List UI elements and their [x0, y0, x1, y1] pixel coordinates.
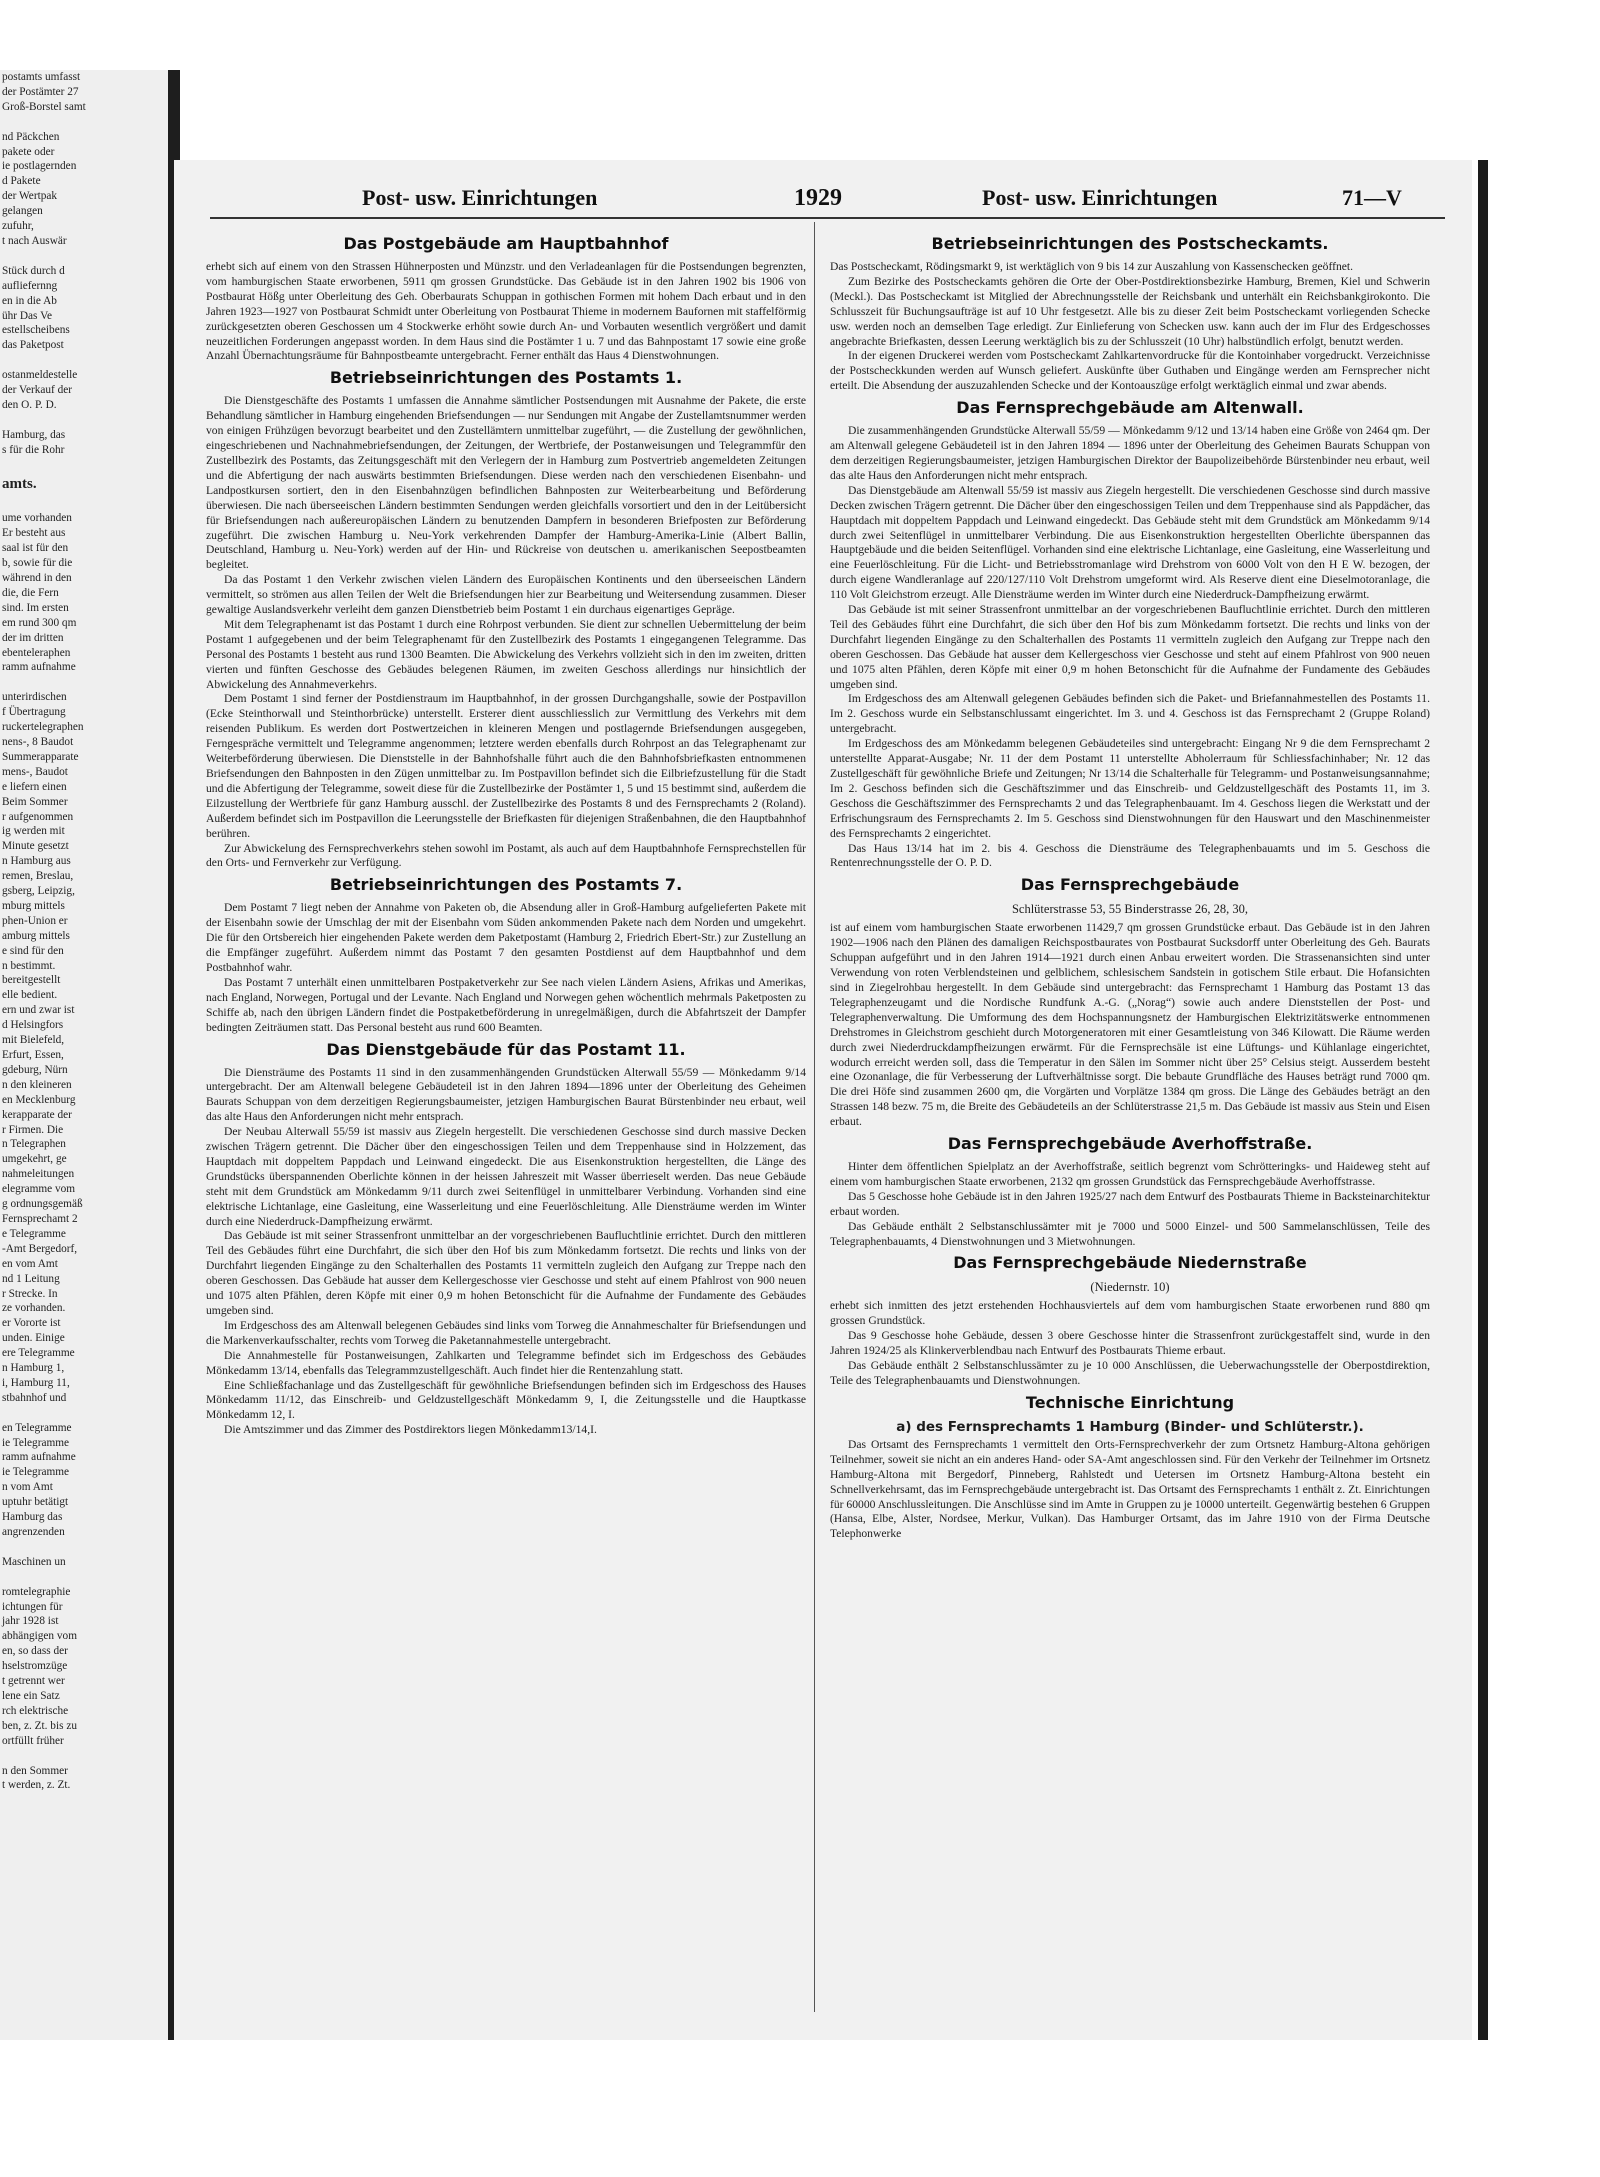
body-paragraph: Das Gebäude ist mit seiner Strassenfront unmittelbar an der vorgeschriebenen Baufluchtlinie errichtet. Durch den mittleren Teil des Gebäudes führt eine Durchfahrt, die sich über den Hof bis zum Mönkedamm fortsetzt. Die rechts und links von der Durchfahrt liegenden Eingänge zu den Schalterhallen des Postamts 11 vermitteln zugleich den Aufgang zur Treppe nach den oberen Geschossen. Das Gebäude hat ausser dem Kellergeschosse vier Geschosse und steht auf einem Pfahlrost von 900 neuen und 1075 alten Pfählen, deren Köpfe mit einer 0,9 m hohen Betonschicht für die Aufnahme der Fundamente des Gebäudes umgeben sind. [206, 1229, 806, 1317]
fragment-line: ruckertelegraphen [2, 721, 84, 734]
fragment-line: ramm aufnahme [2, 661, 76, 674]
fragment-line: lene ein Satz [2, 1689, 60, 1702]
section-subheading: (Niedernstr. 10) [1090, 1280, 1170, 1295]
fragment-line: r aufgenommen [2, 810, 74, 823]
fragment-line: Fernsprechamt 2 [2, 1212, 78, 1225]
body-paragraph: Die Amtszimmer und das Zimmer des Postdirektors liegen Mönkedamm13/14,I. [224, 1423, 597, 1437]
fragment-line: em rund 300 qm [2, 616, 77, 629]
body-paragraph: Das 5 Geschosse hohe Gebäude ist in den Jahren 1925/27 nach dem Entwurf des Postbaurats Thieme in Backsteinarchitektur erbaut worden. [830, 1189, 1430, 1218]
header-rule [210, 217, 1445, 219]
body-paragraph: Die Diensträume des Postamts 11 sind in den zusammenhängenden Grundstücken Alterwall 55/59 — Mönkedamm 9/14 untergebracht. Der am Altenwall belegene Gebäudeteil ist in den Jahren 1894—1896 unter der Oberleitung des Geheimen Baurats Schuppan von dem derzeitigen Regierungsbaumeister, jetzigen Hamburgischen Baurat Bürstenbinder neu erbaut, weil das alte Haus den Anforderungen nicht mehr entsprach. [206, 1065, 806, 1124]
fragment-line: ebenteleraphen [2, 646, 71, 659]
fragment-line [0, 675, 168, 690]
fragment-line: ostanmeldestelle [2, 369, 78, 382]
section-heading: Das Fernsprechgebäude am Altenwall. [956, 398, 1304, 418]
fragment-line: der Verkauf der [2, 384, 73, 397]
fragment-line: n Hamburg aus [2, 855, 71, 868]
body-paragraph: Da das Postamt 1 den Verkehr zwischen vielen Ländern des Europäischen Kontinents und den überseeischen Ländern vermittelt, so strömen aus allen Teilen der Welt die Briefsendungen hier zur Bearbeitung und Weitersendung zusammen. Dieser gewaltige Auslandsverkehr verleiht dem ganzen Dienstbetrieb beim Postamt 1 ein durchaus eigenartiges Gepräge. [206, 573, 806, 617]
running-year: 1929 [794, 185, 842, 211]
fragment-line [0, 413, 168, 428]
fragment-line: mit Bielefeld, [2, 1034, 65, 1047]
section-heading: Das Dienstgebäude für das Postamt 11. [326, 1039, 686, 1059]
fragment-line: n Hamburg 1, [2, 1362, 65, 1375]
fragment-line: ortfüllt früher [2, 1734, 64, 1747]
section-heading: Das Fernsprechgebäude Averhoffstraße. [947, 1134, 1313, 1154]
body-paragraph: Das 9 Geschosse hohe Gebäude, dessen 3 obere Geschosse hinter die Strassenfront zurückgestaffelt sind, wurde in den Jahren 1924/25 als Klinkerverblendbau nach Entwurf des Postbaurats Thieme erbaut. [830, 1329, 1430, 1358]
section-subheading: a) des Fernsprechamts 1 Hamburg (Binder- und Schlüterstr.). [896, 1418, 1364, 1435]
page-number: 71—V [1342, 185, 1402, 210]
fragment-line: zufuhr, [2, 220, 34, 233]
fragment-line: en in die Ab [2, 294, 57, 307]
fragment-line: ig werden mit [2, 825, 65, 838]
fragment-line: elle bedient. [2, 989, 58, 1002]
body-paragraph: erhebt sich auf einem von den Strassen Hühnerposten und Münzstr. und den Verladeanlagen für die Postsendungen begrenzten, vom hamburgischen Staate erworbenen, 5911 qm grossen Grundstücke. Das Gebäude ist in den Jahren 1902 bis 1906 von Postbaurat Hößg unter Oberleitung des Geh. Oberbaurats Schuppan in gothischen Formen mit hohem Dach erbaut und in den Jahren 1923—1927 von Postbaurat Schmidt unter Oberleitung von Postbaurat Thieme in modernem Baufornen mit staffelförmig zurückgesetzten oberen Geschossen um 4 Stockwerke erhöht sowie durch An- und Vorbauten wesentlich vergrößert und damit neuzeitlichen Forderungen angepasst worden. In dem Haus sind die Postämter 1 u. 7 und das Bahnpostamt 17 sowie eine große Anzahl Übernachtungsräume für Bahnpostbeamte untergebracht. Ferner enthält das Haus 4 Dienstwohnungen. [206, 260, 806, 363]
fragment-line: Beim Sommer [2, 795, 68, 808]
fragment-line: nahmeleitungen [2, 1168, 75, 1181]
section-heading: Das Fernsprechgebäude [1020, 875, 1240, 895]
body-paragraph: Das Postscheckamt, Rödingsmarkt 9, ist werktäglich von 9 bis 14 zur Auszahlung von Kassenschecken geöffnet. [830, 260, 1354, 273]
fragment-line: r Firmen. Die [2, 1123, 64, 1136]
fragment-line: ume vorhanden [2, 512, 72, 525]
fragment-line [0, 1406, 168, 1421]
body-paragraph: Das Ortsamt des Fernsprechamts 1 vermittelt den Orts-Fernsprechverkehr der zum Ortsnetz Hamburg-Altona gehörigen Teilnehmer, soweit sie nicht an ein anderes Hand- oder SA-Amt angeschlossen sind. Für den Verkehr der Teilnehmer im Ortsnetz Hamburg-Altona mit Bergedorf, Pinneberg, Rahlstedt und Uetersen im Ortsnetz Hamburg-Altona besteht ein Schnellverkehrsamt, das im Fernsprechgebäude untergebracht ist. Das Ortsamt des Fernsprechamts 1 enthält z. Zt. Einrichtungen für 60000 Anschlussleitungen. Die Anschlüsse sind im Amte in Gruppen zu je 10000 unterteilt. Gegenwärtig bestehen 6 Gruppen (Hansa, Elbe, Alster, Nordsee, Merkur, Vulkan). Das Hamburger Ortsamt, das im Jahre 1910 von der Firma Deutsche Telephonwerke [830, 1437, 1430, 1541]
body-paragraph: Hinter dem öffentlichen Spielplatz an der Averhoffstraße, seitlich begrenzt vom Schrötteringks- und Haideweg steht auf einem vom hamburgischen Staate erworbenen, 2132 qm grossen Grundstück das Fernsprechgebäude Averhoffstrasse. [830, 1160, 1430, 1188]
fragment-line: unterirdischen [2, 691, 67, 704]
fragment-line: n Telegraphen [2, 1138, 66, 1151]
section-heading: Betriebseinrichtungen des Postscheckamts. [931, 234, 1329, 253]
fragment-line: mburg mittels [2, 899, 65, 912]
body-paragraph: Eine Schließfachanlage und das Zustellgeschäft für gewöhnliche Briefsendungen befinden sich im Erdgeschoss des Hauses Mönkedamm 11/12, das Einschreib- und Geldzustellgeschäft Mönkedamm 9, I, die Zeitungsstelle und die Hauptkasse Mönkedamm 12, I. [206, 1378, 806, 1422]
fragment-line: s für die Rohr [2, 443, 65, 456]
fragment-line: d Pakete [2, 175, 41, 188]
body-paragraph: Das Gebäude enthält 2 Selbstanschlussämter mit je 7000 und 5000 Einzel- und 500 Sammelanschlüssen, Teile des Telegraphenbauamts, 4 Dienstwohnungen und 3 Mietwohnungen. [830, 1219, 1430, 1248]
fragment-line: ern und zwar ist [2, 1004, 75, 1017]
fragment-line: e Telegramme [2, 1227, 66, 1240]
fragment-line: jahr 1928 ist [2, 1615, 59, 1628]
body-paragraph: In der eigenen Druckerei werden vom Postscheckamt Zahlkartenvordrucke für die Kontoinhaber vorgedruckt. Verzeichnisse der Postscheckkunden werden auf Wunsch geliefert. Auskünfte über Guthaben und Eingänge werden am Fernsprecher nicht erteilt. Die Absendung der auszuzahlenden Schecke und der Kontoauszüge erfolgt werktäglich einmal und zwar abends. [830, 349, 1430, 393]
body-paragraph: Das Haus 13/14 hat im 2. bis 4. Geschoss die Diensträume des Telegraphenbauamts und im 5. Geschoss die Rentenrechnungsstelle der O. P. D. [830, 841, 1430, 870]
fragment-line: gelangen [2, 205, 43, 218]
fragment-line: Maschinen un [2, 1555, 66, 1568]
fragment-line: pakete oder [2, 145, 55, 158]
body-paragraph: Dem Postamt 7 liegt neben der Annahme von Paketen ob, die Absendung aller in Groß-Hamburg aufgelieferten Pakete mit der Eisenbahn sowie der Umschlag der mit der Eisenbahn vom Süden ankommenden Pakete nach dem Norden und umgekehrt. Die für den Ortsbereich hier eingehenden Pakete werden dem Paketpostamt (Hamburg 2, Friedrich Ebert-Str.) zur Zustellung an die Empfänger zugeführt. Außerdem nimmt das Postamt 7 den gesamten Postdienst auf dem Hauptbahnhof und dem Postbahnhof wahr. [206, 901, 806, 974]
fragment-line: -Amt Bergedorf, [2, 1242, 78, 1255]
fragment-line: en Mecklenburg [2, 1093, 76, 1106]
body-paragraph: Die Annahmestelle für Postanweisungen, Zahlkarten und Telegramme befindet sich im Erdgeschoss des Gebäudes Mönkedamm 13/14, ebenfalls das Telegrammzustellgeschäft. Auch findet hier die Rentenzahlung statt. [206, 1348, 806, 1377]
fragment-line: Hamburg das [2, 1511, 63, 1524]
fragment-line: das Paketpost [2, 339, 64, 352]
fragment-line: Er besteht aus [2, 527, 66, 540]
fragment-line: stbahnhof und [2, 1391, 67, 1404]
page-edge-frame [1478, 160, 1488, 2040]
fragment-line: t getrennt wer [2, 1675, 65, 1688]
fragment-line: b, sowie für die [2, 557, 73, 570]
body-paragraph: Dem Postamt 1 sind ferner der Postdienstraum im Hauptbahnhof, in der grossen Durchgangshalle, sowie der Postpavillon (Ecke Steinthorwall und Steinthorbrücke) unterstellt. Ersterer dient ausschliesslich zur Vermittlung des Verkehrs mit dem reisenden Publikum. Es werden dort Postwertzeichen in kleineren Mengen und postlagernde Briefsendungen ausgegeben, Ferngespräche vermittelt und Telegramme angenommen; letztere werden ebenfalls durch Rohrpost an das Telegraphenamt zur Weiterbeförderung überwiesen. Die Dienststelle in der Bahnhofshalle führt auch die den Bahnhofsbriefkasten entnommenen Briefsendungen den Bahnposten in den Zügen unmittelbar zu. Im Postpavillon befindet sich die Eilbriefzustellung für die Stadt und die Abfertigung der Telegramme, soweit diese für die Zustellbezirke der Postämter 1, 5 und 15 bestimmt sind, außerdem die Eilzustellung der Wertbriefe für ganz Hamburg ausschl. der Zustellbezirke des Postamts 8 und des Fernsprechamts 2 (Roland). Außerdem befindet sich im Postpavillon die Leerungsstelle der Briefkasten für diejenigen Straßenbahnen, die den Hauptbahnhof berühren. [206, 692, 806, 840]
fragment-line: t nach Auswär [2, 234, 67, 247]
section-heading: Betriebseinrichtungen des Postamts 1. [329, 368, 683, 388]
fragment-line: sind. Im ersten [2, 601, 69, 614]
body-paragraph: ist auf einem vom hamburgischen Staate erworbenen 11429,7 qm grossen Grundstücke erbaut. Das Gebäude ist in den Jahren 1902—1906 nach den Plänen des damaligen Reichspostbaurates von Postbaurat Sucksdorff unter Oberleitung des Geh. Baurats Schuppan aufgeführt und in den Jahren 1914—1921 durch einen Anbau erweitert worden. Die Strassenansichten sind unter Verwendung von roten Verblendsteinen und gelblichem, schlesischem Sandstein in gotischem Stile erbaut. Die Hofansichten sind in Ziegelrohbau hergestellt. In dem Gebäude sind untergebracht: das Fernsprechamt 1 Hamburg das Postamt 13 das Telegraphenzeugamt und die Nordische Rundfunk A.-G. („Norag“) sowie auch andere Dienststellen der Post- und Telegraphenverwaltung. Die Umformung des dem Hochspannungsnetz der Hamburgischen Elektrizitätswerke entnommenen Drehstromes in Gleichstrom geschieht durch Motorgeneratoren mit einer Gesamtleistung von 346 Kilowatt. Die Räume werden durch zwei Niederdruckdampfheizungen erwärmt. Für die Fernsprechsäle ist eine Lüftungs- und Kühlanlage eingerichtet, wodurch erreicht werden soll, dass die Temperatur in den Sälen im Sommer nicht über 25° Celsius steigt. Ausserdem besteht eine Ozonanlage, die für Verbesserung der Luftverhältnisse sorgt. Die bebaute Grundfläche des Hauses beträgt rund 7000 qm. Die drei Höfe sind zusammen 2600 qm, die Vorgärten und Vorplätze 1384 qm gross. Die Länge des Gebäudes beträgt an den Strassen 148 bezw. 75 m, die Breite des Gebäudeteils an der Schlüterstrasse 21,5 m. Das Gebäude ist massiv aus Stein und Eisen erbaut. [830, 921, 1430, 1129]
fragment-line: bereitgestellt [2, 974, 61, 987]
fragment-line: kerapparate der [2, 1108, 72, 1121]
fragment-line: en Telegramme [2, 1421, 72, 1434]
fragment-line: Groß-Borstel samt [2, 100, 86, 113]
fragment-line: postamts umfasst [2, 71, 81, 83]
fragment-line: amts. [2, 476, 37, 493]
fragment-line: der Postämter 27 [2, 85, 79, 98]
fragment-line: i, Hamburg 11, [2, 1376, 70, 1389]
previous-page-fragment [0, 70, 171, 2040]
body-paragraph: Das Gebäude ist mit seiner Strassenfront unmittelbar an der vorgeschriebenen Baufluchtlinie errichtet. Durch den mittleren Teil des Gebäudes führt eine Durchfahrt, die sich über den Hof bis zum Mönkedamm fortsetzt. Die rechts und links von der Durchfahrt liegenden Eingänge zu den Schalterhallen des Postamts 11 vermitteln zugleich den Aufgang zur Treppe nach den oberen Geschossen. Das Gebäude hat ausser dem Kellergeschoss vier Geschosse und steht auf einem Pfahlrost von 900 neuen und 1075 alten Pfählen, deren Köpfe mit einer 0,9 m hohen Betonschicht für die Aufnahme der Fundamente des Gebäudes umgeben sind. [830, 603, 1430, 691]
column-divider [814, 222, 815, 2012]
fragment-line [0, 458, 168, 473]
body-paragraph: Im Erdgeschoss des am Mönkedamm belegenen Gebäudeteiles sind untergebracht: Eingang Nr 9 die dem Fernsprechamt 2 unterstellte Apparat-Ausgabe; Nr. 11 der dem Postamt 11 unterstellte Abholerraum für Schliessfachinhaber; Nr. 12 das Zustellgeschäft für gewöhnliche Briefe und Zeitungen; Nr 13/14 die Schalterhalle für Telegramm- und Postanweisungsannahme; Im 2. Geschoss befinden sich die Geschäftszimmer und das Einschreib- und Geldzustellgeschäft des Postamts 11, im 3. Geschoss die Geschäftszimmer des Fernsprechamts 2 und das Telegraphenbauamt. Im 4. Geschoss liegen die Werkstatt und der Erfrischungsraum des Fernsprechamts 2. Im 5. Geschoss sind Dienstwohnungen für den Hauswart und den Maschinenmeister des Fernsprechamts 2 eingerichtet. [830, 737, 1430, 840]
right-column [830, 230, 1430, 2030]
fragment-line: angrenzenden [2, 1526, 65, 1538]
fragment-line [0, 115, 168, 130]
fragment-line [0, 249, 168, 264]
fragment-line: nd Päckchen [2, 130, 60, 143]
section-heading: Das Fernsprechgebäude Niedernstraße [953, 1253, 1307, 1273]
body-paragraph: Die zusammenhängenden Grundstücke Alterwall 55/59 — Mönkedamm 9/12 und 13/14 haben eine Größe von 2464 qm. Der am Altenwall gelegene Gebäudeteil ist in den Jahren 1894 — 1896 unter der Oberleitung des Geheimen Baurats Schuppan von dem derzeitigen Regierungsbaumeister, jetzigen Hamburgischen Direktor der Baupolizeibehörde Bürstenbinder neu erbaut, weil das alte Haus den Anforderungen nicht mehr entsprach. [830, 424, 1430, 482]
body-paragraph: Im Erdgeschoss des am Altenwall gelegenen Gebäudes befinden sich die Paket- und Briefannahmestellen des Postamts 11. Im 2. Geschoss wurde ein Selbstanschlussamt eingerichtet. Im 3. und 4. Geschoss ist das Fernsprechamt 2 (Gruppe Roland) untergebracht. [830, 692, 1430, 736]
fragment-line: aufliefernng [2, 279, 58, 292]
fragment-line: remen, Breslau, [2, 870, 74, 883]
body-paragraph: Im Erdgeschoss des am Altenwall belegenen Gebäudes sind links vom Torweg die Annahmeschalter für Briefsendungen und die Markenverkaufsschalter, rechts vom Torweg die Paketannahmestelle untergebracht. [206, 1318, 806, 1347]
fragment-line: er Vororte ist [2, 1317, 61, 1330]
body-paragraph: Das Dienstgebäude am Altenwall 55/59 ist massiv aus Ziegeln hergestellt. Die verschiedenen Geschosse sind durch massive Decken zwischen Trägern getrennt. Die Dächer über den eingeschossigen Teilen und dem Treppenhause sind als Pappdächer, das Hauptdach mit doppeltem Pappdach und Leinwand eingedeckt. Das Gebäude steht mit dem Grundstück am Mönkedamm 9/14 durch zwei Seitenflügel in unmittelbarer Verbindung. Die aus Eisenkonstruktion hergestellten Oberlichte überspannen das Hauptgebäude und die beiden Seitenflügel. Vorhanden sind eine elektrische Lichtanlage, eine Gasleitung, eine Wasserleitung und eine Feuerlöschleitung. Für die Licht- und Betriebsstromanlage wird Drehstrom von 6000 Volt von den H E W. bezogen, der durch eigene Wandleranlage auf 220/127/110 Volt Drehstrom umgeformt wird. Als Reserve dient eine Dieselmotoranlage, die 110 Volt Gleichstrom erzeugt. Alle Diensträume werden im Winter durch eine Niederdruck-Dampfheizung erwärmt. [830, 483, 1430, 602]
body-paragraph: Das Gebäude enthält 2 Selbstanschlussämter zu je 10 000 Anschlüssen, die Ueberwachungsstelle der Oberpostdirektion, Teile des Telegraphenbauamts und Dienstwohnungen. [830, 1359, 1430, 1387]
fragment-line: n den Sommer [2, 1764, 68, 1777]
section-heading: Betriebseinrichtungen des Postamts 7. [329, 875, 683, 895]
fragment-line [0, 1749, 168, 1764]
fragment-line: hselstromzüge [2, 1660, 68, 1673]
fragment-line: ie Telegramme [2, 1436, 70, 1449]
fragment-line: en, so dass der [2, 1645, 68, 1658]
fragment-line: Stück durch d [2, 264, 65, 277]
left-column [206, 230, 806, 2030]
body-paragraph: Das Postamt 7 unterhält einen unmittelbaren Postpaketverkehr zur See nach vielen Ländern Asiens, Afrikas und Amerikas, nach England, Norwegen, Portugal und der Levante. Nach England und Norwegen gehen wöchentlich mehrmals Paketposten zu Schiffe ab, nach den übrigen Ländern findet die Postpaketbeförderung in unregelmäßigen, durch die Abfahrtszeit der Dampfer bedingten Zeiträumen statt. Das Personal besteht aus rund 600 Beamten. [206, 975, 806, 1034]
fragment-line: en vom Amt [2, 1257, 58, 1270]
fragment-line: ie postlagernden [2, 160, 77, 173]
fragment-line [0, 1540, 168, 1555]
fragment-line: estellscheibens [2, 324, 70, 337]
fragment-line: r Strecke. In [2, 1287, 58, 1300]
body-paragraph: Mit dem Telegraphenamt ist das Postamt 1 durch eine Rohrpost verbunden. Sie dient zur schnellen Uebermittelung der beim Postamt 1 aufgegebenen und der beim Telegraphenamt für den Zustellbezirk des Postamts 1 eingegangenen Telegramme. Das Personal des Postamts 1 besteht aus rund 1300 Beamten. Die Abwickelung des Verkehrs vollzieht sich in den im zweiten, dritten vierten und fünften Geschosse des Gebäudes belegenen Räumen, im zweiten Geschoss allerdings nur hinsichtlich der Abwickelung des Annahmeverkehrs. [206, 617, 806, 691]
fragment-line: der im dritten [2, 631, 64, 644]
fragment-line: der Wertpak [2, 190, 58, 203]
fragment-line: nens-, 8 Baudot [2, 735, 74, 748]
fragment-line: unden. Einige [2, 1332, 65, 1345]
fragment-line [0, 353, 168, 368]
fragment-line: e sind für den [2, 944, 64, 957]
fragment-line: den O. P. D. [2, 398, 57, 411]
fragment-line: saal ist für den [2, 542, 69, 555]
fragment-line: gsberg, Leipzig, [2, 885, 75, 898]
running-title-right: Post- usw. Einrichtungen [982, 185, 1218, 210]
fragment-line: Erfurt, Essen, [2, 1049, 64, 1061]
fragment-line: abhängigen vom [2, 1630, 77, 1643]
fragment-line: ichtungen für [2, 1600, 63, 1613]
running-title-left: Post- usw. Einrichtungen [362, 185, 598, 210]
fragment-line: ie Telegramme [2, 1466, 70, 1479]
fragment-line: phen-Union er [2, 914, 68, 927]
fragment-line: nd 1 Leitung [2, 1272, 60, 1285]
body-paragraph: Der Neubau Alterwall 55/59 ist massiv aus Ziegeln hergestellt. Die verschiedenen Geschosse sind durch massive Decken zwischen Trägern getrennt. Die Dächer über den eingeschossigen Teilen und dem Treppenhause sind in Holzzement, das Hauptdach mit doppeltem Pappdach und Leinwand eingedeckt. Die aus Eisenkonstruktion hergestellten, die Länge des Grundstücks überspannenden Oberlichte können in der heissen Jahreszeit mit Wasser überrieselt werden. Das neue Gebäude steht mit dem Grundstück am Mönkedamm 9/11 durch zwei Seitenflügel in unmittelbarer Verbindung. Vorhanden sind eine elektrische Lichtanlage, eine Gasleitung, eine Wasserleitung und eine Feuerlöschleitung. Alle Diensträume werden im Winter durch eine Niederdruck-Dampfheizung erwärmt. [206, 1125, 806, 1228]
fragment-line: ben, z. Zt. bis zu [2, 1719, 77, 1732]
fragment-line: Minute gesetzt [2, 840, 69, 853]
fragment-line: d Helsingfors [2, 1019, 64, 1032]
fragment-line: ze vorhanden. [2, 1302, 66, 1315]
fragment-line [0, 496, 168, 511]
fragment-line: Summerapparate [2, 750, 79, 763]
section-heading: Das Postgebäude am Hauptbahnhof [343, 234, 669, 253]
fragment-line: mens-, Baudot [2, 765, 68, 778]
fragment-line: t werden, z. Zt. [2, 1779, 71, 1792]
fragment-line: n vom Amt [2, 1481, 53, 1494]
fragment-line: gdeburg, Nürn [2, 1063, 68, 1076]
fragment-line: n den kleineren [2, 1078, 72, 1091]
fragment-line: elegramme vom [2, 1183, 76, 1196]
section-heading: Technische Einrichtung [1025, 1392, 1235, 1412]
body-paragraph: erhebt sich inmitten des jetzt erstehenden Hochhausviertels auf dem vom hamburgischen Staate erworbenen rund 880 qm grossen Grundstück. [830, 1299, 1430, 1328]
fragment-line [0, 1570, 168, 1585]
fragment-line: ramm aufnahme [2, 1451, 76, 1464]
fragment-line: ühr Das Ve [2, 309, 52, 322]
body-paragraph: Die Dienstgeschäfte des Postamts 1 umfassen die Annahme sämtlicher Postsendungen mit Ausnahme der Pakete, die erste Behandlung sämtlicher in Hamburg eingehenden Briefsendungen — nur Sendungen mit Angabe der Zustellamtsnummer werden von einigen Frühzügen bevorzugt bearbeitet und den Zustellämtern unmittelbar zugeführt, — die Zustellung der gewöhnlichen, eingeschriebenen und Nachnahmebriefsendungen, der Zeitungen, der Wertbriefe, der Postanweisungen und Telegrammfür den Zustellbezirk des Postamts, das Zeitungsgeschäft mit den Verlegern der in Hamburg zum Postvertrieb angemeldeten Zeitungen und die Abfertigung der nach auswärts bestimmten Briefsendungen. Diese werden nach den verschiedenen Eisenbahn- und Landpostkursen sortiert, den in den Eisenbahnzügen befindlichen Bahnposten zur Weiterbearbeitung und Beförderung überwiesen. Die nach überseeischen Ländern bestimmten Sendungen werden gleichfalls vorsortiert und den in der Leitübersicht für Briefsendungen nach außereuropäischen Ländern zu benutzenden Dampfern in besonderen Briefposten zur Beförderung zugeführt. Die zwischen Hamburg u. Neu-York verkehrenden Dampfer der Hamburg-Amerika-Linie (Albert Ballin, Deutschland, Hamburg u. Neu-York) werden auf der Hin- und Rückreise von deutschen u. amerikanischen Seepostbeamten begleitet. [206, 394, 806, 572]
body-paragraph: Zum Bezirke des Postscheckamts gehören die Orte der Ober-Postdirektionsbezirke Hamburg, Bremen, Kiel und Schwerin (Meckl.). Das Postscheckamt ist Mitglied der Abrechnungsstelle der Reichsbank und unterhält ein Reichsbankgirokonto. Die Schlusszeit für Buchungsaufträge ist auf 10 Uhr festgesetzt. Alle bis zu dieser Zeit beim Postscheckamt vorliegenden Schecke usw. werden noch an demselben Tage erledigt. Zur Einlieferung von Schecken usw. kann auch der im Flur des Erdgeschosses angebrachte Briefkasten, dessen Leerung werktäglich bis zu der Schlusszeit (10 Uhr) halbstündlich erfolgt, benutzt werden. [830, 274, 1430, 348]
section-subheading: Schlüterstrasse 53, 55 Binderstrasse 26, 28, 30, [1011, 902, 1249, 917]
fragment-line: während in den [2, 572, 72, 584]
fragment-line: die, die Fern [2, 586, 59, 599]
page-header [182, 185, 1402, 213]
fragment-line: Hamburg, das [2, 428, 66, 441]
fragment-line: g ordnungsgemäß [2, 1198, 83, 1211]
fragment-line: ere Telegramme [2, 1347, 75, 1360]
fragment-line: n bestimmt. [2, 959, 56, 972]
fragment-line: uptuhr betätigt [2, 1496, 69, 1509]
fragment-line: f Übertragung [2, 706, 66, 719]
fragment-line: amburg mittels [2, 929, 70, 942]
fragment-line: rch elektrische [2, 1704, 69, 1717]
fragment-line: e liefern einen [2, 780, 67, 793]
fragment-line: romtelegraphie [2, 1585, 71, 1598]
fragment-line: umgekehrt, ge [2, 1153, 67, 1166]
body-paragraph: Zur Abwickelung des Fernsprechverkehrs stehen sowohl im Postamt, als auch auf dem Hauptbahnhofe Fernsprechstellen für den Orts- und Fernverkehr zur Verfügung. [206, 841, 806, 870]
